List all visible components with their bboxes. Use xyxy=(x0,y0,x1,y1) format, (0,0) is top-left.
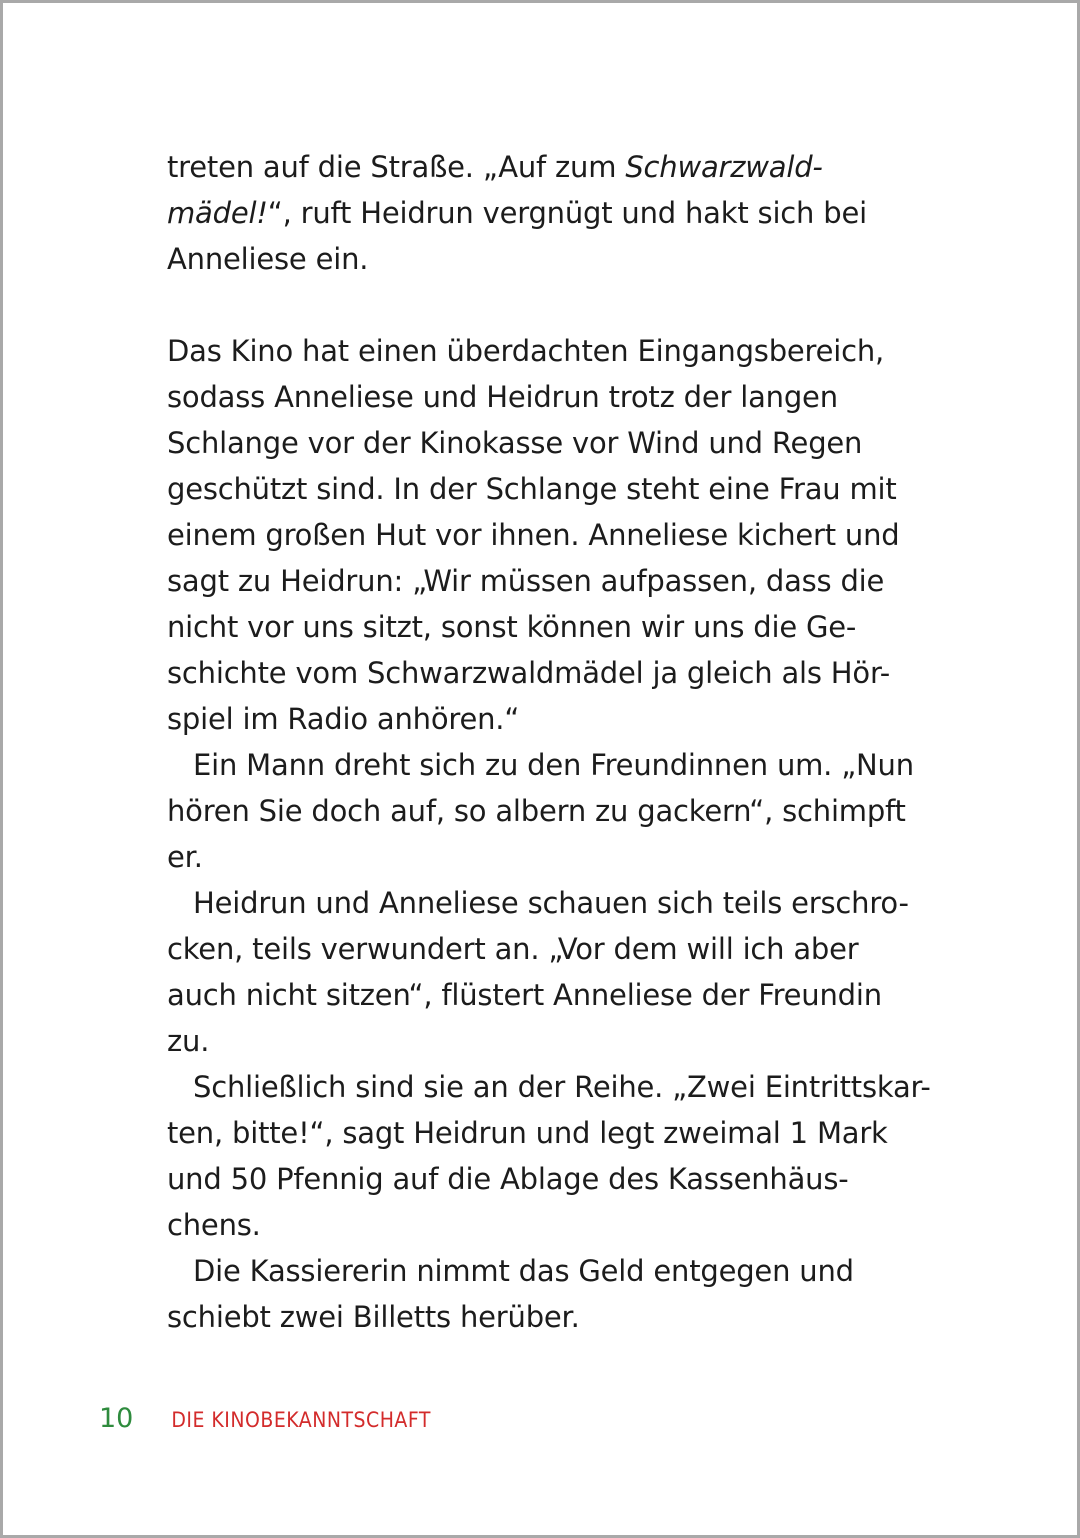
text-line: sodass Anneliese und Heidrun trotz der langen xyxy=(167,380,838,414)
italic-title: Schwarzwald- xyxy=(625,150,823,184)
text-line: Schließlich sind sie an der Reihe. „Zwei Eintrittskar- xyxy=(193,1070,931,1104)
text-line: Die Kassiererin nimmt das Geld entgegen und xyxy=(193,1254,854,1288)
page-footer xyxy=(99,1403,431,1443)
text-line: einem großen Hut vor ihnen. Anneliese kichert und xyxy=(167,518,900,552)
text-line: chens. xyxy=(167,1208,261,1242)
text-line: nicht vor uns sitzt, sonst können wir uns die Ge- xyxy=(167,610,857,644)
text-line: geschützt sind. In der Schlange steht eine Frau mit xyxy=(167,472,897,506)
body-text xyxy=(167,144,931,1340)
text-line: ten, bitte!“, sagt Heidrun und legt zweimal 1 Mark xyxy=(167,1116,888,1150)
page-number: 10 xyxy=(99,1403,134,1434)
text-line: Anneliese ein. xyxy=(167,242,369,276)
italic-title: mädel! xyxy=(167,196,268,230)
text-line: schichte vom Schwarzwaldmädel ja gleich als Hör- xyxy=(167,656,891,690)
text-line: Das Kino hat einen überdachten Eingangsbereich, xyxy=(167,334,885,368)
text-line: zu. xyxy=(167,1024,210,1058)
paragraph-gap xyxy=(167,282,927,328)
text-line: cken, teils verwundert an. „Vor dem will ich aber xyxy=(167,932,859,966)
text-line: mädel!“, ruft Heidrun vergnügt und hakt sich bei xyxy=(167,196,867,230)
text-line: und 50 Pfennig auf die Ablage des Kassenhäus- xyxy=(167,1162,849,1196)
text-line: Ein Mann dreht sich zu den Freundinnen um. „Nun xyxy=(193,748,914,782)
text-line: hören Sie doch auf, so albern zu gackern“, schimpft xyxy=(167,794,906,828)
text-line: Heidrun und Anneliese schauen sich teils erschro- xyxy=(193,886,909,920)
text-line: spiel im Radio anhören.“ xyxy=(167,702,520,736)
text-line: er. xyxy=(167,840,203,874)
text-line: schiebt zwei Billetts herüber. xyxy=(167,1300,580,1334)
text-line: Schlange vor der Kinokasse vor Wind und Regen xyxy=(167,426,863,460)
text-line: treten auf die Straße. „Auf zum Schwarzwald- xyxy=(167,150,823,184)
text-line: auch nicht sitzen“, flüstert Anneliese der Freundin xyxy=(167,978,882,1012)
chapter-title: DIE KINOBEKANNTSCHAFT xyxy=(171,1408,431,1432)
text-line: sagt zu Heidrun: „Wir müssen aufpassen, dass die xyxy=(167,564,885,598)
